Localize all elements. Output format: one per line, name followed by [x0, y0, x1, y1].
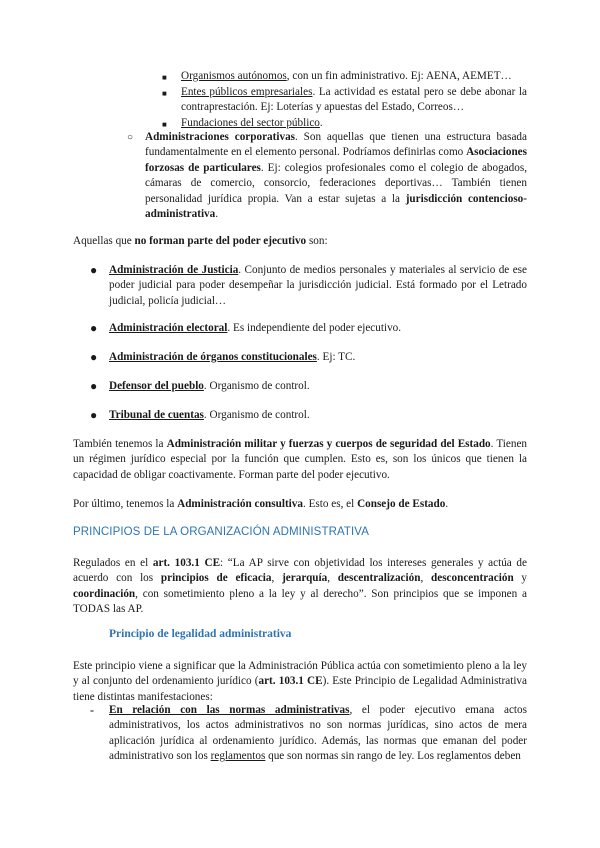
sub-bullet-title: Entes públicos empresariales: [181, 86, 313, 98]
militar-paragraph: [73, 437, 527, 483]
text: Este principio viene a significar que la Administración Pública actúa con sometimiento pleno a la ley y al conjunto del ordenamiento jurídico (: [73, 660, 527, 688]
text: , con sometimiento pleno a la ley y al derecho”. Son principios que se imponen a TODAS las AP.: [73, 587, 527, 616]
bold-term: no forman parte del poder ejecutivo: [134, 235, 307, 247]
list-item-text: . Conjunto de medios personales y materiales al servicio de ese poder judicial para poder desempeñar la jurisdicción judicial. Está formado por el Letrado judicial, policía judicial…: [109, 264, 527, 307]
list-item-tribunal: [109, 408, 527, 423]
list-item-title: Administración de Justicia: [109, 264, 239, 276]
text: ). Este Principio de Legalidad Administrativa tiene distintas manifestaciones:: [73, 675, 527, 703]
sub-bullet-organismos: [181, 69, 527, 84]
list-item-text: . Es independiente del poder ejecutivo.: [227, 322, 402, 334]
dot-bullet-icon: ●: [90, 263, 98, 277]
text: . Ej: colegios profesionales como el colegio de abogados, cámaras de comercio, consorcio, federaciones deportivas… También tienen personalidad jurídica propia. Van a estar sujetas a la: [145, 161, 527, 205]
dash-bullet-icon: -: [90, 703, 94, 717]
list-item-title: Defensor del pueblo: [109, 380, 204, 392]
regulados-paragraph: [73, 556, 527, 618]
text: . Tienen un régimen jurídico especial por la función que cumplen. Esto es, son los únicos que tienen la capacidad de obligar coactivamente. Forman parte del poder ejecutivo.: [73, 438, 528, 481]
list-item-title: Tribunal de cuentas: [109, 409, 204, 421]
corporativas-paragraph: [145, 130, 527, 222]
text: . Son aquellas que tienen una estructura basada fundamentalmente en el elemento personal. Podríamos definirlas como: [145, 131, 527, 159]
dash-item-title: En relación con las normas administrativas: [109, 704, 350, 716]
text: ,: [420, 572, 432, 585]
sub-bullet-title: Fundaciones del sector público: [181, 117, 320, 129]
list-item-justicia: [109, 263, 527, 309]
sub-bullet-text: . La actividad es estatal pero se debe abonar la contraprestación. Ej: Loterías y apuestas del Estado, Correos…: [181, 86, 528, 114]
section-heading: PRINCIPIOS DE LA ORGANIZACIÓN ADMINISTRATIVA: [73, 526, 369, 538]
dot-bullet-icon: ●: [90, 379, 98, 393]
list-item-text: . Organismo de control.: [203, 380, 310, 392]
underlined-term: reglamentos: [210, 750, 266, 763]
text: : “La AP sirve con objetividad los intereses generales y actúa de acuerdo con los: [73, 557, 527, 585]
text: ,: [271, 572, 283, 585]
list-item-defensor: [109, 379, 527, 394]
bold-term: jerarquía: [282, 572, 328, 585]
dot-bullet-icon: ●: [90, 321, 98, 335]
bold-term: jurisdicción contencioso-administrativa: [145, 192, 527, 221]
square-bullet-icon: ■: [162, 120, 167, 129]
text: Aquellas que: [73, 235, 135, 247]
dot-bullet-icon: ●: [90, 350, 98, 364]
sub-bullet-text: .: [319, 117, 323, 129]
intro-paragraph: [73, 234, 527, 249]
bold-term: descentralización: [337, 572, 421, 585]
bold-term: Consejo de Estado: [357, 498, 446, 510]
text: . Esto es, el: [302, 498, 358, 510]
square-bullet-icon: ■: [162, 73, 167, 82]
list-item-organos: [109, 350, 527, 365]
text: , el poder ejecutivo emana actos administrativos, los actos administrativos no son normas jurídicas, sino actos de mera aplicación jurídica al ordenamiento jurídico. Además, las normas que emanan del poder administrativo son los: [109, 704, 527, 763]
text: Regulados en el: [73, 557, 153, 569]
list-item-title: Administración de órganos constitucionales: [109, 351, 317, 363]
sub-bullet-text: , con un fin administrativo. Ej: AENA, AEMET…: [286, 70, 512, 82]
text: También tenemos la: [73, 438, 167, 450]
list-item-text: . Ej: TC.: [316, 351, 356, 363]
dot-bullet-icon: ●: [90, 408, 98, 422]
dash-item-normas: [109, 703, 527, 765]
text: .: [445, 498, 449, 510]
bold-term: Administración militar y fuerzas y cuerpos de seguridad del Estado: [166, 438, 491, 450]
text: son:: [306, 235, 328, 247]
sub-bullet-entes: [181, 85, 527, 116]
square-bullet-icon: ■: [162, 89, 167, 98]
bold-term: desconcentración: [431, 572, 514, 585]
bold-term: Administraciones corporativas: [145, 131, 296, 143]
circle-bullet-icon: ○: [127, 132, 134, 143]
legalidad-paragraph: [73, 659, 527, 705]
text: ,: [327, 572, 338, 585]
list-item-title: Administración electoral: [109, 322, 228, 334]
bold-term: Administración consultiva: [177, 498, 303, 510]
list-item-electoral: [109, 321, 527, 336]
text: y: [513, 572, 528, 585]
bold-term: Asociaciones forzosas de particulares: [145, 146, 527, 174]
consultiva-paragraph: [73, 497, 527, 512]
sub-bullet-title: Organismos autónomos: [181, 70, 287, 82]
list-item-text: . Organismo de control.: [203, 409, 310, 421]
bold-term: art. 103.1 CE: [258, 675, 323, 688]
bold-term: coordinación: [73, 587, 136, 600]
text: Por último, tenemos la: [73, 498, 178, 510]
text: que son normas sin rango de ley. Los reglamentos deben: [265, 750, 521, 763]
text: .: [215, 208, 219, 221]
subsection-heading: Principio de legalidad administrativa: [109, 628, 292, 640]
bold-term: art. 103.1 CE: [152, 557, 221, 569]
bold-term: principios de eficacia: [160, 572, 272, 585]
